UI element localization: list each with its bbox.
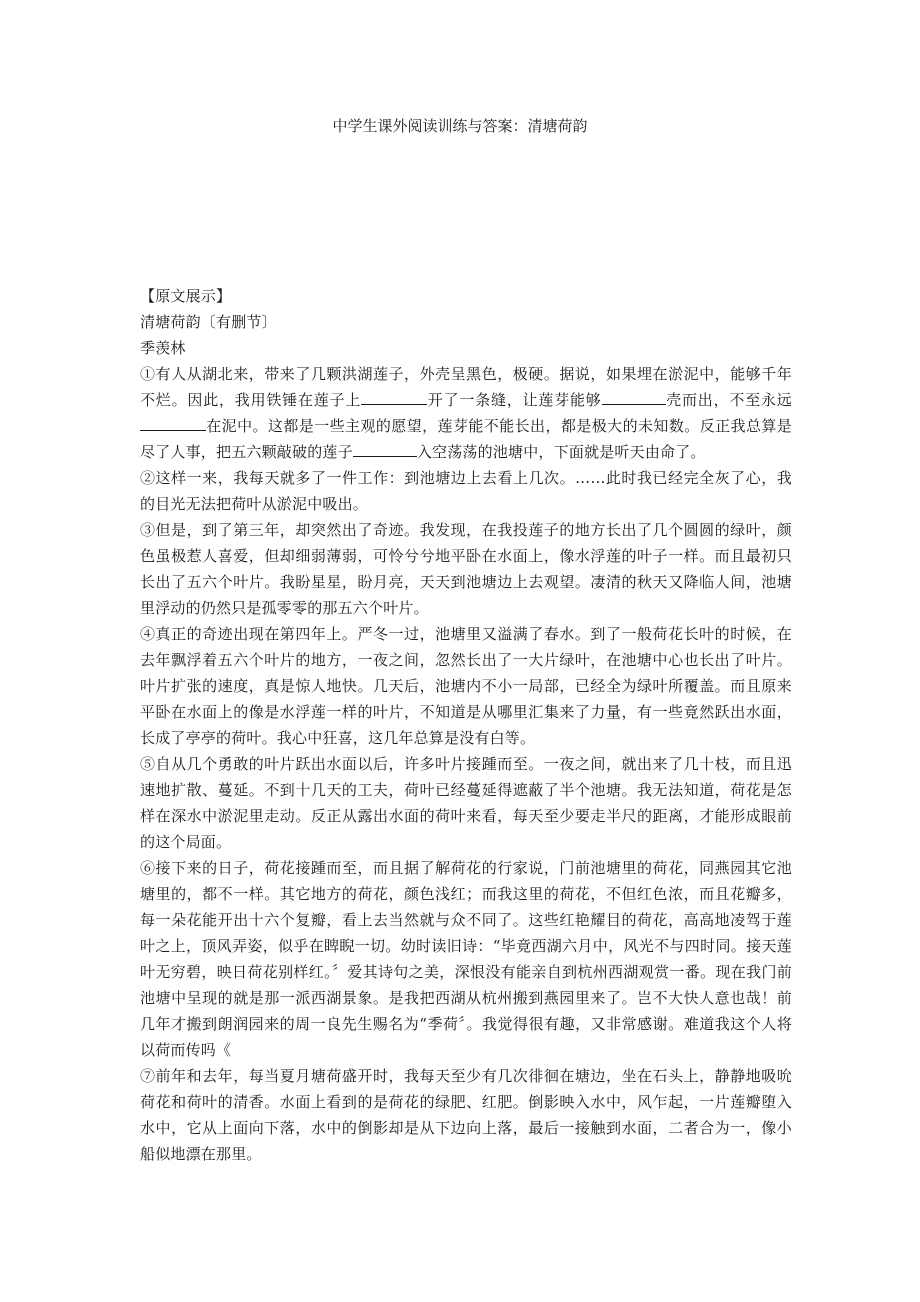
paragraph-1-text-d: 在泥中。这都是一些主观的愿望，莲芽能不能长出，都是极大的未知数。反正我总算是尽了人事，把五六颗敲破的莲子 bbox=[140, 417, 792, 461]
paragraph-1-text-e: 入空荡荡的池塘中，下面就是听天由命了。 bbox=[416, 443, 706, 461]
paragraph-1 bbox=[140, 361, 792, 465]
paragraph-3: ③但是，到了第三年，却突然出了奇迹。我发现，在我投莲子的地方长出了几个圆圆的绿叶，颜色虽极惹人喜爱，但却细弱薄弱，可怜兮兮地平卧在水面上，像水浮莲的叶子一样。而且最初只长出了五六个叶片。我盼星星，盼月亮，天天到池塘边上去观望。凄清的秋天又降临人间，池塘里浮动的仍然只是孤零零的那五六个叶片。 bbox=[140, 521, 792, 617]
article-body bbox=[140, 283, 792, 1167]
paragraph-5: ⑤自从几个勇敢的叶片跃出水面以后，许多叶片接踵而至。一夜之间，就出来了几十枝，而且迅速地扩散、蔓延。不到十几天的工夫，荷叶已经蔓延得遮蔽了半个池塘。我无法知道，荷花是怎样在深水中淤泥里走动。反正从露出水面的荷叶来看，每天至少要走半尺的距离，才能形成眼前的这个局面。 bbox=[140, 755, 792, 851]
paragraph-4: ④真正的奇迹出现在第四年上。严冬一过，池塘里又溢满了春水。到了一般荷花长叶的时候，在去年飘浮着五六个叶片的地方，一夜之间，忽然长出了一大片绿叶，在池塘中心也长出了叶片。叶片扩张的速度，真是惊人地快。几天后，池塘内不小一局部，已经全为绿叶所覆盖。而且原来平卧在水面上的像是水浮莲一样的叶片，不知道是从哪里汇集来了力量，有一些竟然跃出水面，长成了亭亭的荷叶。我心中狂喜，这几年总算是没有白等。 bbox=[140, 625, 792, 747]
document-title: 中学生课外阅读训练与答案：清塘荷韵 bbox=[332, 117, 588, 135]
paragraph-1-text-a: ①有人从湖北来，带来了几颗洪湖莲子，外壳呈黑色，极硬。据说，如果埋在淤泥中，能够千年不烂。因此，我用铁锤在莲子上 bbox=[140, 365, 792, 409]
paragraph-1-text-b: 开了一条缝，让莲芽能够 bbox=[427, 391, 602, 409]
paragraph-2: ②这样一来，我每天就多了一件工作：到池塘边上去看上几次。……此时我已经完全灰了心，我的目光无法把荷叶从淤泥中吸出。 bbox=[140, 469, 792, 513]
paragraph-7: ⑦前年和去年，每当夏月塘荷盛开时，我每天至少有几次徘徊在塘边，坐在石头上，静静地吸吮荷花和荷叶的清香。水面上看到的是荷花的绿肥、红肥。倒影映入水中，风乍起，一片莲瓣堕入水中，它从上面向下落，水中的倒影却是从下边向上落，最后一接触到水面，二者合为一，像小船似地漂在那里。 bbox=[140, 1067, 792, 1163]
fill-blank-2[interactable] bbox=[602, 388, 666, 405]
fill-blank-3[interactable] bbox=[140, 414, 206, 431]
section-heading: 【原文展示】 bbox=[140, 287, 232, 305]
paragraph-6: ⑥接下来的日子，荷花接踵而至，而且据了解荷花的行家说，门前池塘里的荷花，同燕园其它池塘里的，都不一样。其它地方的荷花，颜色浅红；而我这里的荷花，不但红色浓，而且花瓣多，每一朵花能开出十六个复瓣，看上去当然就与众不同了。这些红艳耀目的荷花，高高地凌驾于莲叶之上，顶风弄姿，似乎在睥睨一切。幼时读旧诗：“毕竟西湖六月中，风光不与四时同。接天莲叶无穷碧，映日荷花别样红。〞爱其诗句之美，深恨没有能亲自到杭州西湖观赏一番。现在我门前池塘中呈现的就是那一派西湖景象。是我把西湖从杭州搬到燕园里来了。岂不大快人意也哉！前几年才搬到朗润园来的周一良先生赐名为“季荷〞。我觉得很有趣，又非常感谢。难道我这个人将以荷而传吗《 bbox=[140, 859, 792, 1059]
paragraph-1-text-c: 壳而出，不至永远 bbox=[665, 391, 793, 409]
author-name: 季羡林 bbox=[140, 339, 186, 357]
fill-blank-4[interactable] bbox=[353, 440, 417, 457]
article-title: 清塘荷韵〔有删节〕 bbox=[140, 313, 277, 331]
fill-blank-1[interactable] bbox=[361, 388, 427, 405]
